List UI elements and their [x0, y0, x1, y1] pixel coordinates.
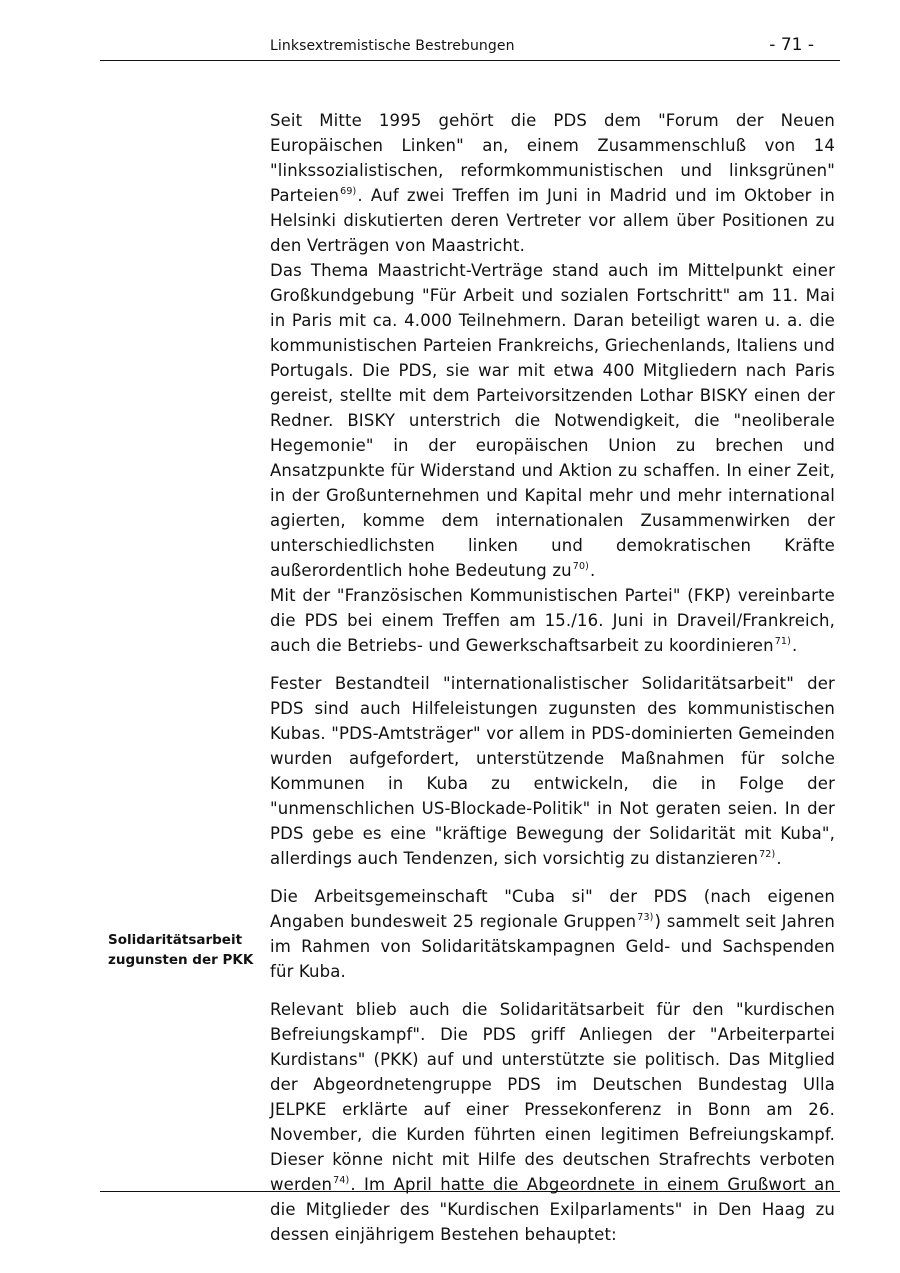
paragraph-text: . [791, 636, 798, 655]
paragraph-text: ) sammelt seit Jahren im Rahmen von Solidaritätskampagnen Geld- und Sachspenden für Kuba. [270, 912, 835, 981]
footnote-ref: 70) [572, 561, 589, 572]
paragraph-text: Relevant blieb auch die Solidaritätsarbeit für den "kurdischen Befreiungskampf". Die PDS griff Anliegen der "Arbeiterpartei Kurdistans" (PKK) auf und unterstützte sie politisch. Das Mitglied der Abgeordnetengruppe PDS im Deutschen Bundestag Ulla JELPKE erklärte auf einer Pressekonferenz in Bonn am 26. November, die Kurden führten einen legitimen Befreiungskampf. Dieser könne nicht mit Hilfe des deutschen Strafrechts verboten werden [270, 1000, 835, 1194]
paragraph-text: . [590, 561, 596, 580]
paragraph-cuba-si [270, 884, 835, 984]
footnote-ref: 74) [333, 1175, 350, 1186]
paragraph-text: Mit der "Französischen Kommunistischen Partei" (FKP) vereinbarte die PDS bei einem Treffen am 15./16. Juni in Draveil/Frankreich, auch die Betriebs- und Gewerkschaftsarbeit zu koordinieren [270, 586, 835, 655]
paragraph-maastricht-kundgebung [270, 258, 835, 583]
paragraph-text: Das Thema Maastricht-Verträge stand auch im Mittelpunkt einer Großkundgebung "Für Arbeit und sozialen Fortschritt" am 11. Mai in Paris mit ca. 4.000 Teilnehmern. Daran beteiligt waren u. a. die kommunistischen Parteien Frankreichs, Griechenlands, Italiens und Portugals. Die PDS, sie war mit etwa 400 Mitgliedern nach Paris gereist, stellte mit dem Parteivorsitzenden Lothar BISKY einen der Redner. BISKY unterstrich die Notwendigkeit, die "neoliberale Hegemonie" in der europäischen Union zu brechen und Ansatzpunkte für Widerstand und Aktion zu schaffen. In einer Zeit, in der Großunternehmen und Kapital mehr und mehr international agierten, komme dem internationalen Zusammenwirken der unterschiedlichsten linken und demokratischen Kräfte außerordentlich hohe Bedeutung zu [270, 261, 835, 580]
paragraph-forum-neue-europaeische-linke [270, 108, 835, 258]
paragraph-text: . Im April hatte die Abgeordnete in einem Grußwort an die Mitglieder des "Kurdischen Exilparlaments" in Den Haag zu dessen einjährigem Bestehen behauptet: [270, 1175, 835, 1244]
page-header [100, 34, 840, 61]
paragraph-text: Seit Mitte 1995 gehört die PDS dem "Forum der Neuen Europäischen Linken" an, einem Zusammenschluß von 14 "linkssozialistischen, reformkommunistischen und linksgrünen" Parteien [270, 111, 835, 205]
margin-note-line: zugunsten der PKK [108, 952, 254, 968]
margin-note-line: Solidaritätsarbeit [108, 932, 243, 948]
paragraph-pkk-solidaritaet [270, 997, 835, 1247]
paragraph-text: . Auf zwei Treffen im Juni in Madrid und im Oktober in Helsinki diskutierten deren Vertreter vor allem über Positionen zu den Verträgen von Maastricht. [270, 186, 835, 255]
running-title: Linksextremistische Bestrebungen [270, 38, 515, 54]
paragraph-text: Die Arbeitsgemeinschaft "Cuba si" der PDS (nach eigenen Angaben bundesweit 25 regionale Gruppen [270, 887, 835, 931]
paragraph-fkp-treffen [270, 583, 835, 658]
page-number: - 71 - [769, 35, 814, 55]
footnote-ref: 72) [759, 849, 776, 860]
footer-rule [100, 1191, 840, 1192]
paragraph-text: Fester Bestandteil "internationalistischer Solidaritätsarbeit" der PDS sind auch Hilfeleistungen zugunsten des kommunistischen Kubas. "PDS-Amtsträger" vor allem in PDS-dominierten Gemeinden wurden aufgefordert, unterstützende Maßnahmen für solche Kommunen in Kuba zu entwickeln, die in Folge der "unmenschlichen US-Blockade-Politik" in Not geraten seien. In der PDS gebe es eine "kräftige Bewegung der Solidarität mit Kuba", allerdings auch Tendenzen, sich vorsichtig zu distanzieren [270, 674, 835, 868]
body-text [270, 108, 835, 1247]
footnote-ref: 69) [340, 186, 357, 197]
paragraph-text: . [776, 849, 782, 868]
paragraph-kuba-solidaritaet [270, 671, 835, 871]
footnote-ref: 71) [774, 636, 791, 647]
margin-note [108, 930, 258, 970]
footnote-ref: 73) [637, 912, 654, 923]
